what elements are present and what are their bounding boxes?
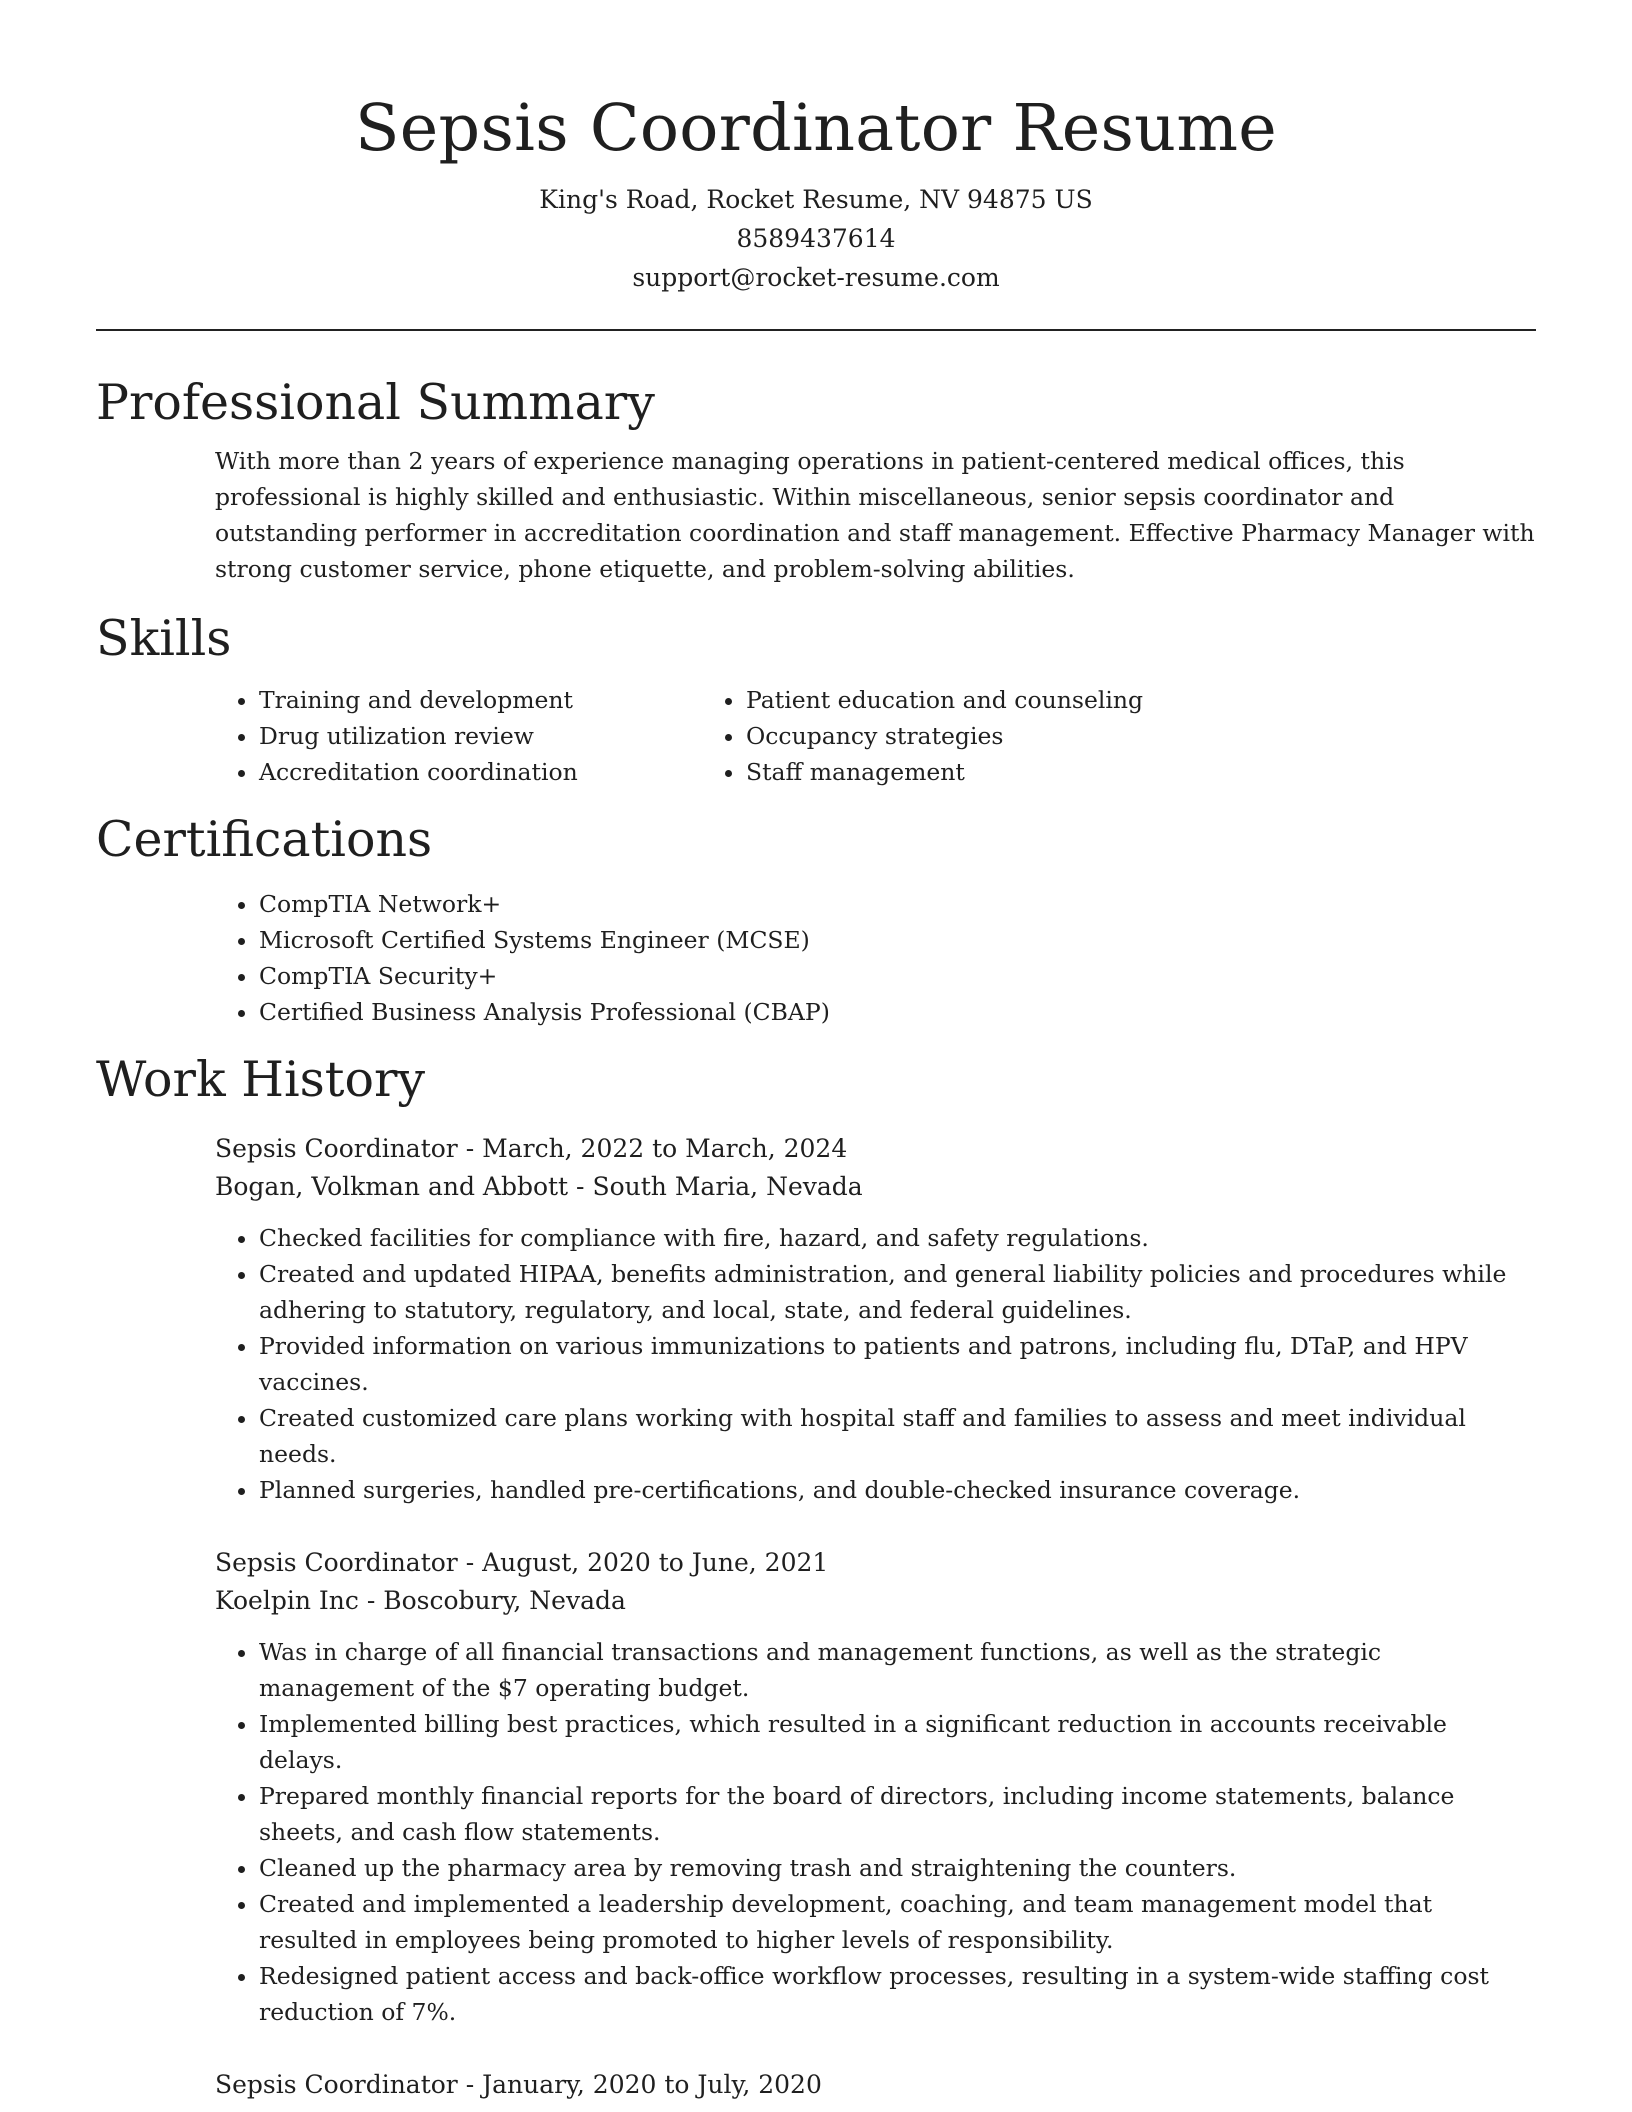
job-bullet: • Checked facilities for compliance with fire, hazard, and safety regulations. [259,1220,1536,1256]
certification-item: • Certified Business Analysis Professional (CBAP) [259,994,1536,1030]
job-bullet: • Redesigned patient access and back-office workflow processes, resulting in a system-wide staffing cost reduction of 7%. [259,1958,1536,2030]
job-company-line: Koelpin Inc - Boscobury, Nevada [215,1586,626,1615]
skills-columns [96,682,1536,790]
job-company: Bogan, Volkman and Abbott [215,1172,569,1201]
job-bullet: • Was in charge of all financial transactions and management functions, as well as the strategic management of the $7 operating budget. [259,1634,1536,1706]
job-bullet: • Created and implemented a leadership development, coaching, and team management model that resulted in employees being promoted to higher levels of responsibility. [259,1886,1536,1958]
page-title: Sepsis Coordinator Resume [354,91,1278,166]
job-role-line: Sepsis Coordinator - March, 2022 to March, 2024 [215,1134,848,1163]
job-bullet: • Prepared monthly financial reports for the board of directors, including income statements, balance sheets, and cash flow statements. [259,1778,1536,1850]
job-role: Sepsis Coordinator [215,1134,458,1163]
skill-item: • Staff management [746,754,1143,790]
section-title-skills: Skills [96,610,232,667]
job-company-line: Bogan, Volkman and Abbott - South Maria, Nevada [215,1172,863,1201]
summary-text: With more than 2 years of experience managing operations in patient-centered medical offices, this professional is highly skilled and enthusiastic. Within miscellaneous, senior sepsis coordinator and outstanding performer in accreditation coordination and staff management. Effective Pharmacy Manager with strong customer service, phone etiquette, and problem-solving abilities. [215,447,1535,583]
skill-item: • Patient education and counseling [746,682,1143,718]
job-role-line: Sepsis Coordinator - August, 2020 to June, 2021 [215,1548,829,1577]
contact-email: support@rocket-resume.com [632,263,1000,292]
job-bullet: • Created customized care plans working with hospital staff and families to assess and meet individual needs. [259,1400,1536,1472]
certification-item: • Microsoft Certified Systems Engineer (MCSE) [259,922,1536,958]
job-entry [96,2066,1536,2104]
skill-item: • Drug utilization review [259,718,746,754]
section-title-certifications: Certifications [96,811,433,868]
job-header [215,2066,1536,2104]
job-location: Boscobury, Nevada [383,1586,626,1615]
skill-item: • Training and development [259,682,746,718]
certifications-list [96,886,1536,1030]
job-dates: August, 2020 to June, 2021 [482,1548,829,1577]
certification-item: • CompTIA Security+ [259,958,1536,994]
skill-item: • Occupancy strategies [746,718,1143,754]
contact-address: King's Road, Rocket Resume, NV 94875 US [539,185,1093,214]
job-bullet: • Created and updated HIPAA, benefits administration, and general liability policies and procedures while adhering to statutory, regulatory, and local, state, and federal guidelines. [259,1256,1536,1328]
contact-block [96,180,1536,297]
header-divider [96,329,1536,331]
job-dates: March, 2022 to March, 2024 [482,1134,848,1163]
job-role: Sepsis Coordinator [215,2070,458,2099]
job-header [215,1544,1536,1620]
job-entry [96,1544,1536,2030]
job-entry [96,1130,1536,1508]
job-role-line: Sepsis Coordinator - January, 2020 to July, 2020 [215,2070,822,2099]
contact-phone: 8589437614 [736,224,896,253]
section-title-summary: Professional Summary [96,374,655,431]
skill-item: • Accreditation coordination [259,754,746,790]
section-title-work-history: Work History [96,1051,426,1108]
job-bullet: • Implemented billing best practices, which resulted in a significant reduction in accounts receivable delays. [259,1706,1536,1778]
job-location: South Maria, Nevada [592,1172,863,1201]
skills-list-right [583,682,1143,790]
job-dates: January, 2020 to July, 2020 [482,2070,822,2099]
resume-page [96,0,1536,2104]
job-bullet: • Cleaned up the pharmacy area by removing trash and straightening the counters. [259,1850,1536,1886]
job-bullet: • Planned surgeries, handled pre-certifications, and double-checked insurance coverage. [259,1472,1536,1508]
job-company: Koelpin Inc [215,1586,359,1615]
job-role: Sepsis Coordinator [215,1548,458,1577]
job-bullets [96,1634,1536,2030]
job-bullets [96,1220,1536,1508]
job-bullet: • Provided information on various immunizations to patients and patrons, including flu, DTaP, and HPV vaccines. [259,1328,1536,1400]
certification-item: • CompTIA Network+ [259,886,1536,922]
job-header [215,1130,1536,1206]
